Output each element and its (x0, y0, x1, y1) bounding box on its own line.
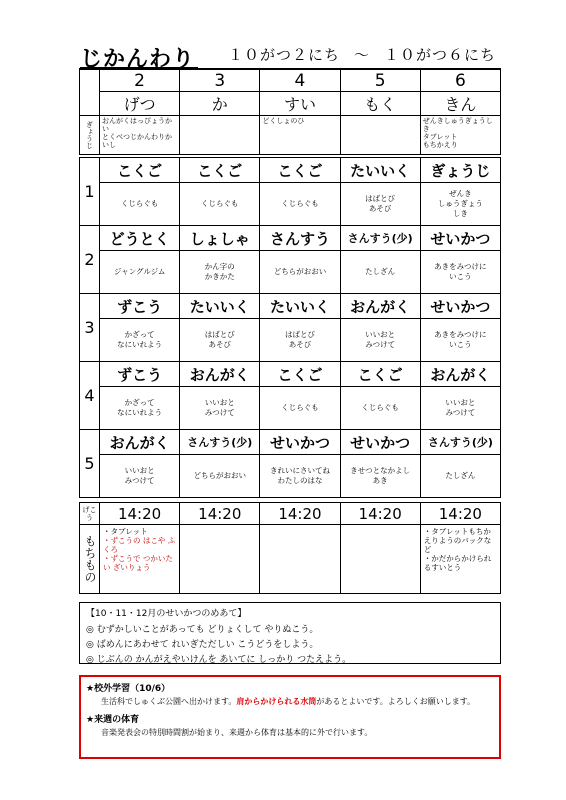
gyoji-row (80, 116, 501, 155)
mochimono-cell (340, 525, 420, 594)
mochi-item: ・ずこうの はこや ふくろ (103, 536, 176, 554)
period-subject-row (80, 294, 501, 319)
lesson-note-cell: きせつとなかよし あき (340, 455, 420, 498)
gekou-time: 14:20 (180, 503, 260, 525)
note-text: があるとよいです。よろしくお願いします。 (316, 697, 476, 706)
gekou-time: 14:20 (340, 503, 420, 525)
lesson-note-cell: くじらぐも (180, 183, 260, 226)
notes-box (79, 675, 501, 759)
mochimono-label-cell (80, 525, 100, 594)
day-number: 3 (180, 69, 260, 92)
lesson-note-cell: どちらがおおい (180, 455, 260, 498)
lesson-note-cell: くじらぐも (340, 387, 420, 430)
gyoji-cell: ぜんきしゅうぎょうしき タブレット もちかえり (420, 116, 500, 155)
lesson-note-cell: はばとび あそび (180, 319, 260, 362)
goals-box (79, 602, 501, 664)
bottom-table (79, 502, 501, 594)
subject-cell: おんがく (180, 362, 260, 387)
note-text: 生活科でしゅくぶ公園へ出かけます。 (101, 697, 237, 706)
period-note-row (80, 251, 501, 294)
subject-cell: ぎょうじ (420, 158, 500, 183)
date-from: １０がつ２にち (228, 46, 341, 64)
goal-line: ◎ ばめんにあわせて れいぎただしい こうどうをしよう。 (86, 640, 319, 650)
mochimono-label: もちもの (83, 535, 97, 583)
goal-line: ◎ じぶんの かんがえやいけんを あいてに しっかり つたえよう。 (86, 655, 352, 665)
day-number: 6 (420, 69, 500, 92)
gyoji-cell (340, 116, 420, 155)
period-note-row (80, 387, 501, 430)
lesson-note-cell: たしざん (420, 455, 500, 498)
timetable (79, 68, 501, 155)
period-label: 4 (80, 362, 100, 430)
day-number: 2 (100, 69, 180, 92)
mochimono-cell (180, 525, 260, 594)
subject-cell: せいかつ (260, 430, 340, 455)
period-label: 3 (80, 294, 100, 362)
lesson-note-cell: かざって なにいれよう (100, 319, 180, 362)
lesson-note-cell: はばとび あそび (340, 183, 420, 226)
subject-cell: さんすう(少) (180, 430, 260, 455)
subject-cell: たいいく (180, 294, 260, 319)
lesson-note-cell: いいおと みつけて (340, 319, 420, 362)
subject-cell: しょしゃ (180, 226, 260, 251)
page-title: じかんわり (80, 47, 196, 72)
subject-cell: たいいく (340, 158, 420, 183)
goal-line: ◎ むずかしいことがあっても どりょくして やりぬこう。 (86, 625, 319, 635)
gyoji-label: ぎょうじ (85, 121, 94, 149)
lesson-note-cell: あきをみつけに いこう (420, 319, 500, 362)
period-note-row (80, 455, 501, 498)
subject-cell: せいかつ (420, 226, 500, 251)
day-number: 4 (260, 69, 340, 92)
note-body: 音楽発表会の特別時間割が始まり、来週から体育は基本的に外で行います。 (101, 728, 373, 737)
lesson-note-cell: どちらがおおい (260, 251, 340, 294)
gyoji-cell: どくしょのひ (260, 116, 340, 155)
gekou-time: 14:20 (100, 503, 180, 525)
day-name: もく (340, 92, 420, 116)
period-note-row (80, 183, 501, 226)
period-label: 1 (80, 158, 100, 226)
day-name: すい (260, 92, 340, 116)
period-label: 2 (80, 226, 100, 294)
day-name: か (180, 92, 260, 116)
subject-cell: こくご (180, 158, 260, 183)
mochi-item: ・ずこうで つかいたい ざいりょう (103, 554, 173, 572)
mochimono-cell (260, 525, 340, 594)
date-to: １０がつ６にち (384, 46, 497, 64)
day-number-row (80, 69, 501, 92)
lesson-note-cell: ジャングルジム (100, 251, 180, 294)
note-heading: ★校外学習（10/6） (86, 684, 171, 694)
note-highlight: 肩からかけられる水筒 (236, 697, 317, 706)
gekou-row (80, 503, 501, 525)
subject-cell: せいかつ (420, 294, 500, 319)
period-subject-row (80, 158, 501, 183)
subject-cell: おんがく (100, 430, 180, 455)
note-body (81, 695, 499, 708)
gekou-label: げこう (80, 503, 100, 525)
period-label: 5 (80, 430, 100, 498)
gekou-time: 14:20 (260, 503, 340, 525)
period-note-row (80, 319, 501, 362)
corner-cell (80, 69, 100, 116)
gyoji-label-cell (80, 116, 100, 155)
subject-cell: ずこう (100, 294, 180, 319)
mochimono-cell-fri: ・タブレットもちかえりようのバックなど ・かだからかけられるすいとう (420, 525, 500, 594)
lesson-note-cell: はばとび あそび (260, 319, 340, 362)
date-separator: ～ (354, 46, 371, 64)
gyoji-cell: おんがくはっぴょうかい とくべつじかんわりかいし (100, 116, 180, 155)
lesson-note-cell: あきをみつけに いこう (420, 251, 500, 294)
day-number: 5 (340, 69, 420, 92)
day-name: きん (420, 92, 500, 116)
subject-cell: さんすう(少) (420, 430, 500, 455)
subject-cell: こくご (340, 362, 420, 387)
mochimono-cell-mon (100, 525, 180, 594)
lesson-note-cell: きれいにさいてね わたしのはな (260, 455, 340, 498)
lesson-note-cell: たしざん (340, 251, 420, 294)
day-name: げつ (100, 92, 180, 116)
subject-cell: たいいく (260, 294, 340, 319)
day-name-row (80, 92, 501, 116)
subject-cell: さんすう (260, 226, 340, 251)
lesson-note-cell: くじらぐも (100, 183, 180, 226)
subject-cell: どうとく (100, 226, 180, 251)
lesson-note-cell: かん字の かきかた (180, 251, 260, 294)
subject-cell: こくご (260, 362, 340, 387)
period-subject-row (80, 430, 501, 455)
date-range (228, 44, 496, 65)
gekou-time: 14:20 (420, 503, 500, 525)
period-table (79, 157, 501, 498)
subject-cell: こくご (100, 158, 180, 183)
subject-cell: こくご (260, 158, 340, 183)
lesson-note-cell: いいおと みつけて (180, 387, 260, 430)
subject-cell: せいかつ (340, 430, 420, 455)
lesson-note-cell: ぜんき しゅうぎょう しき (420, 183, 500, 226)
gyoji-cell (180, 116, 260, 155)
goals-title: 【10・11・12月のせいかつのめあて】 (86, 609, 247, 619)
lesson-note-cell: くじらぐも (260, 387, 340, 430)
note-heading: ★来週の体育 (86, 715, 140, 725)
mochimono-row (80, 525, 501, 594)
period-subject-row (80, 362, 501, 387)
subject-cell: おんがく (420, 362, 500, 387)
subject-cell: おんがく (340, 294, 420, 319)
period-subject-row (80, 226, 501, 251)
subject-cell: ずこう (100, 362, 180, 387)
lesson-note-cell: くじらぐも (260, 183, 340, 226)
lesson-note-cell: いいおと みつけて (420, 387, 500, 430)
mochi-item: ・タブレット (103, 527, 148, 536)
lesson-note-cell: いいおと みつけて (100, 455, 180, 498)
subject-cell: さんすう(少) (340, 226, 420, 251)
lesson-note-cell: かざって なにいれよう (100, 387, 180, 430)
